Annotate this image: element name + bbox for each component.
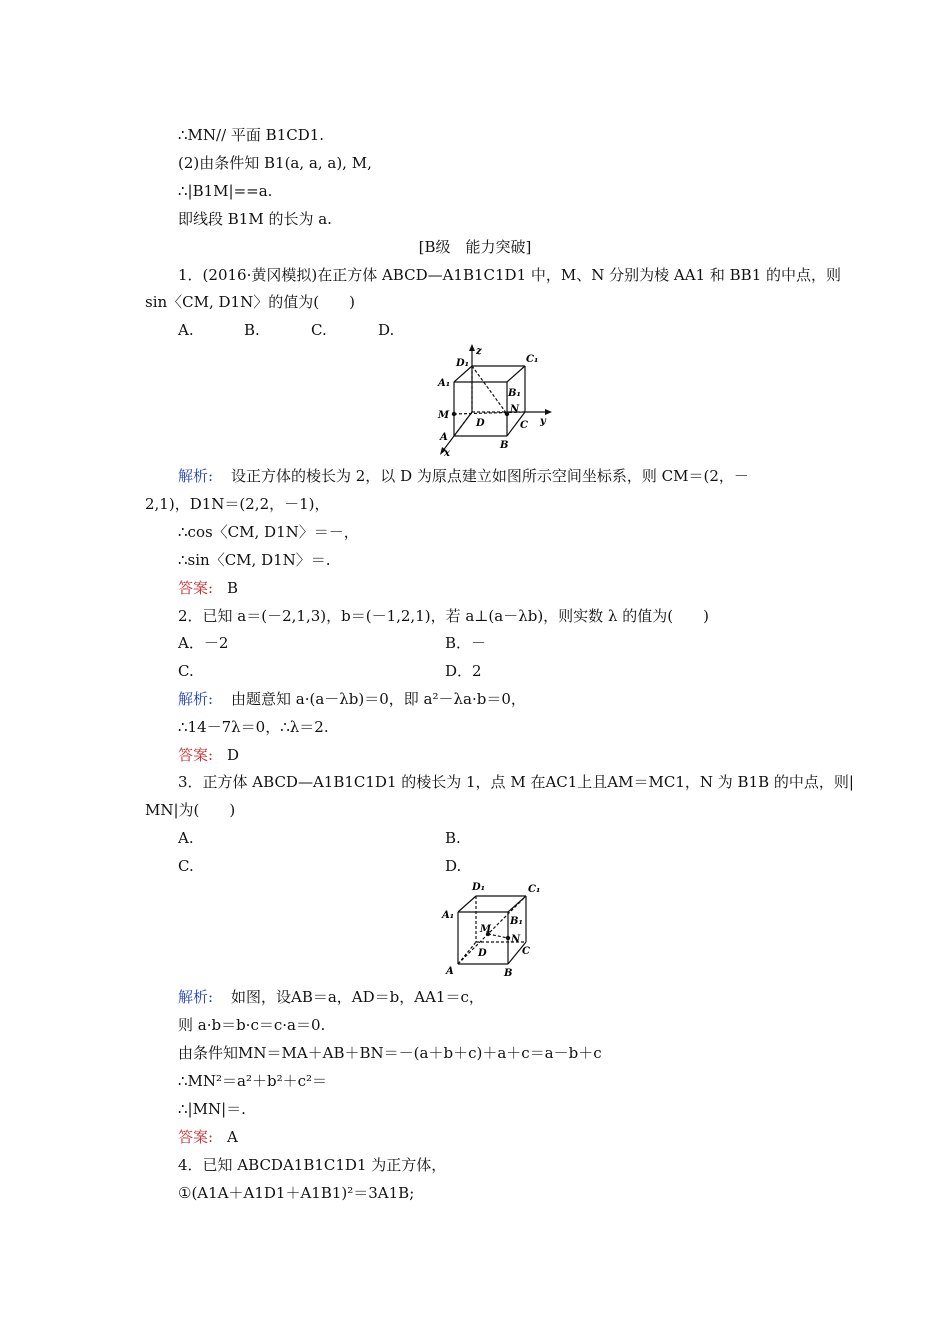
vertex-label-n: N — [511, 934, 521, 945]
text-line: 即线段 B1M 的长为 a. — [178, 210, 332, 228]
vertex-label-c1: C₁ — [526, 354, 539, 365]
text-line: sin〈CM, D1N〉的值为( ) — [145, 293, 355, 311]
option-c: C. — [178, 857, 194, 875]
vertex-label-d1: D₁ — [456, 358, 470, 369]
cube-diagram-2 — [440, 878, 550, 978]
cube-figure-1 — [430, 342, 560, 458]
text-line: ∴cos〈CM, D1N〉＝－， — [178, 523, 359, 541]
option-d: D. — [445, 857, 462, 875]
vertex-label-a1: A₁ — [442, 910, 455, 921]
answer-value: A — [227, 1128, 238, 1146]
vertex-label-m: M — [438, 410, 450, 421]
answer-label: 答案: — [178, 746, 214, 764]
axis-label-y: y — [540, 416, 546, 427]
option-d: D. — [378, 321, 395, 339]
axis-label-z: z — [476, 346, 482, 357]
question-3-text: 3．正方体 ABCD—A1B1C1D1 的棱长为 1，点 M 在AC1上且AM＝MC1，N 为 B1B 的中点，则| — [178, 773, 854, 791]
option-a: A．－2 — [178, 634, 229, 652]
solution-label: 解析: — [178, 988, 214, 1006]
text-line: ∴|MN|＝. — [178, 1100, 246, 1118]
vertex-label-c: C — [520, 420, 528, 431]
vertex-label-b1: B₁ — [510, 916, 523, 927]
question-4-text: 4．已知 ABCDA1B1C1D1 为正方体， — [178, 1156, 447, 1174]
text-line: 则 a·b＝b·c＝c·a＝0. — [178, 1016, 326, 1034]
text-line: ∴sin〈CM, D1N〉＝. — [178, 551, 331, 569]
text-line: 由条件知MN＝MA＋AB＋BN＝－(a＋b＋c)＋a＋c＝a－b＋c — [178, 1044, 602, 1062]
question-1-text: 1．(2016·黄冈模拟)在正方体 ABCD—A1B1C1D1 中，M、N 分别为棱 AA1 和 BB1 的中点，则 — [178, 266, 842, 284]
solution-text: 由题意知 a·(a－λb)＝0，即 a²－λa·b＝0， — [231, 690, 526, 708]
vertex-label-m: M — [480, 924, 492, 935]
option-b: B. — [445, 829, 461, 847]
option-a: A. — [178, 321, 194, 339]
question-2-text: 2．已知 a＝(－2,1,3)，b＝(－1,2,1)，若 a⊥(a－λb)，则实数 λ 的值为( ) — [178, 607, 709, 625]
option-d: D．2 — [445, 662, 482, 680]
text-line: 2,1)，D1N＝(2,2，－1)， — [145, 495, 330, 513]
vertex-label-a: A — [440, 432, 448, 443]
option-b: B．－ — [445, 634, 487, 652]
option-c: C. — [178, 662, 194, 680]
section-heading: [B级 能力突破] — [418, 238, 532, 256]
answer-value: B — [227, 579, 239, 597]
axis-label-x: x — [444, 448, 450, 458]
vertex-label-a1: A₁ — [438, 378, 451, 389]
cube-diagram-1 — [430, 342, 560, 458]
option-a: A. — [178, 829, 194, 847]
text-line: ∴14－7λ＝0，∴λ＝2. — [178, 718, 329, 736]
text-line: ∴MN// 平面 B1CD1. — [178, 126, 325, 144]
text-line: ∴|B1M|==a. — [178, 182, 273, 200]
text-line: MN|为( ) — [145, 801, 236, 819]
text-line: ∴MN²＝a²＋b²＋c²＝ — [178, 1072, 328, 1090]
answer-label: 答案: — [178, 1128, 214, 1146]
answer-value: D — [227, 746, 240, 764]
answer-label: 答案: — [178, 579, 214, 597]
solution-label: 解析: — [178, 690, 214, 708]
vertex-label-b: B — [504, 968, 513, 978]
cube-figure-2 — [440, 878, 550, 978]
vertex-label-b: B — [500, 440, 509, 451]
vertex-label-n: N — [510, 404, 520, 415]
option-c: C. — [311, 321, 327, 339]
text-line: ①(A1A＋A1D1＋A1B1)²＝3A1B; — [178, 1184, 415, 1202]
vertex-label-d: D — [476, 418, 485, 429]
vertex-label-d: D — [478, 948, 487, 959]
option-b: B. — [244, 321, 260, 339]
solution-text: 如图，设AB＝a，AD＝b，AA1＝c， — [231, 988, 484, 1006]
vertex-label-b1: B₁ — [508, 388, 521, 399]
vertex-label-a: A — [446, 966, 454, 977]
solution-label: 解析: — [178, 467, 214, 485]
vertex-label-d1: D₁ — [472, 882, 486, 893]
text-line: (2)由条件知 B1(a, a, a), M, — [178, 154, 372, 172]
vertex-label-c: C — [522, 946, 530, 957]
vertex-label-c1: C₁ — [528, 884, 541, 895]
solution-text: 设正方体的棱长为 2，以 D 为原点建立如图所示空间坐标系，则 CM＝(2，－ — [231, 467, 749, 485]
